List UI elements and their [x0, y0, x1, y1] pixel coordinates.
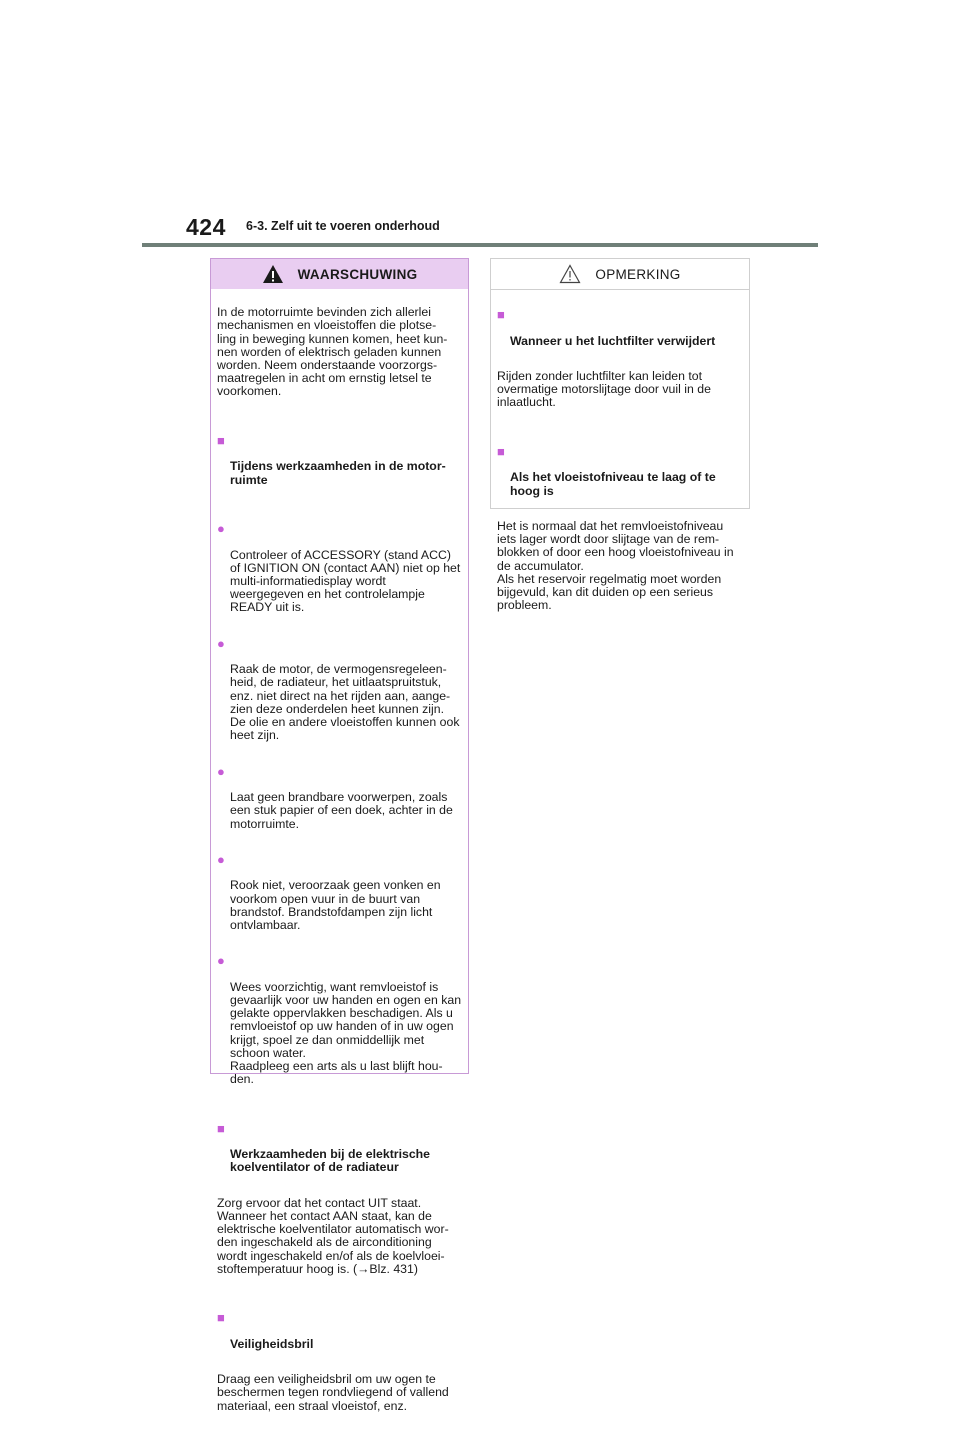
warning-box: [210, 258, 469, 1413]
list-item: [217, 765, 462, 831]
heading-text: Veiligheidsbril: [230, 1336, 314, 1351]
bullet-marker: ●: [217, 635, 225, 651]
square-marker: ■: [497, 444, 505, 460]
list-item: [217, 522, 462, 614]
heading-text: Als het vloeistofniveau te laag of te hoog is: [510, 470, 716, 498]
warning-triangle-icon: [262, 264, 284, 284]
list-item-text: Rook niet, veroorzaak geen vonken en voorkom open vuur in de buurt van brandstof. Brandstofdampen zijn licht ontvlambaar.: [230, 878, 441, 932]
heading-text: Wanneer u het luchtfilter verwijdert: [510, 333, 716, 348]
bullet-marker: ●: [217, 521, 225, 537]
page-number: 424: [186, 214, 226, 240]
list-item-text: Controleer of ACCESSORY (stand ACC) of IGNITION ON (contact AAN) niet op het multi-informatiedisplay wordt weergegeven en het controlelampje READY uit is.: [230, 547, 461, 615]
note-body: [491, 290, 749, 635]
note-heading-air-filter: [497, 308, 743, 348]
fluid-level-text: Het is normaal dat het remvloeistofniveau iets lager wordt door slijtage van de rem- blokken of door een hoog vloeistofniveau in de accumulator. Als het reservoir regelmatig moet worden bijgevuld, kan dit duiden op een serieus probleem.: [497, 519, 734, 613]
warning-header: [211, 259, 468, 289]
list-item: [217, 853, 462, 932]
note-box: [490, 258, 750, 613]
square-marker: ■: [217, 433, 225, 449]
cooling-fan-text: Zorg ervoor dat het contact UIT staat. Wanneer het contact AAN staat, kan de elektrische koelventilator automatisch wor- den ingeschakeld als de airconditioning wordt ingeschakeld en/of als de koelvloei- stoftemperatuur hoog is. (→Blz. 431): [217, 1195, 449, 1276]
bullet-marker: ●: [217, 953, 225, 969]
header-rule: [142, 243, 818, 247]
list-item-text: Wees voorzichtig, want remvloeistof is gevaarlijk voor uw handen en ogen en kan gelakte oppervlakken beschadigen. Als u remvloeistof op uw handen of in uw ogen krijgt, spoel ze dan onmiddellijk met schoon water. Raadpleeg een arts als u last blijft hou- den.: [230, 979, 462, 1087]
list-item: [217, 637, 462, 743]
caution-triangle-icon: [559, 264, 581, 284]
list-item-text: Raak de motor, de vermogensregeleen- heid, de radiateur, het uitlaatspruitstuk, enz. niet direct na het rijden aan, aange- zien deze onderdelen heet kunnen zijn. De olie en andere vloeistoffen kunnen ook heet zijn.: [230, 662, 460, 743]
note-heading-fluid-level: [497, 445, 743, 498]
heading-text: Tijdens werkzaamheden in de motor- ruimte: [230, 459, 446, 487]
bullet-marker: ●: [217, 851, 225, 867]
air-filter-text: Rijden zonder luchtfilter kan leiden tot overmatige motorslijtage door vuil in de inlaatlucht.: [497, 369, 711, 410]
warning-intro: In de motorruimte bevinden zich allerlei mechanismen en vloeistoffen die plotse- ling in beweging kunnen komen, heet kun- nen worden of elektrisch geladen kunnen worden. Neem onderstaande voorzorgs- maatregelen in acht om ernstig letsel te voorkomen.: [217, 305, 448, 399]
list-item-text: Laat geen brandbare voorwerpen, zoals een stuk papier of een doek, achter in de motorruimte.: [230, 790, 453, 831]
warning-title: WAARSCHUWING: [297, 266, 418, 282]
bullet-marker: ●: [217, 763, 225, 779]
square-marker: ■: [217, 1120, 225, 1136]
warning-heading-engine-room: [217, 434, 462, 487]
safety-glasses-text: Draag een veiligheidsbril om uw ogen te beschermen tegen rondvliegend of vallend materiaal, een straal vloeistof, enz.: [217, 1372, 449, 1413]
note-title: OPMERKING: [595, 266, 681, 282]
warning-body: [211, 289, 468, 1435]
square-marker: ■: [497, 307, 505, 323]
warning-heading-cooling-fan: [217, 1122, 462, 1175]
heading-text: Werkzaamheden bij de elektrische koelventilator of de radiateur: [230, 1147, 431, 1175]
square-marker: ■: [217, 1310, 225, 1326]
list-item: [217, 954, 462, 1086]
warning-heading-safety-glasses: [217, 1311, 462, 1351]
section-title: 6-3. Zelf uit te voeren onderhoud: [246, 219, 440, 233]
note-header: [491, 259, 749, 290]
